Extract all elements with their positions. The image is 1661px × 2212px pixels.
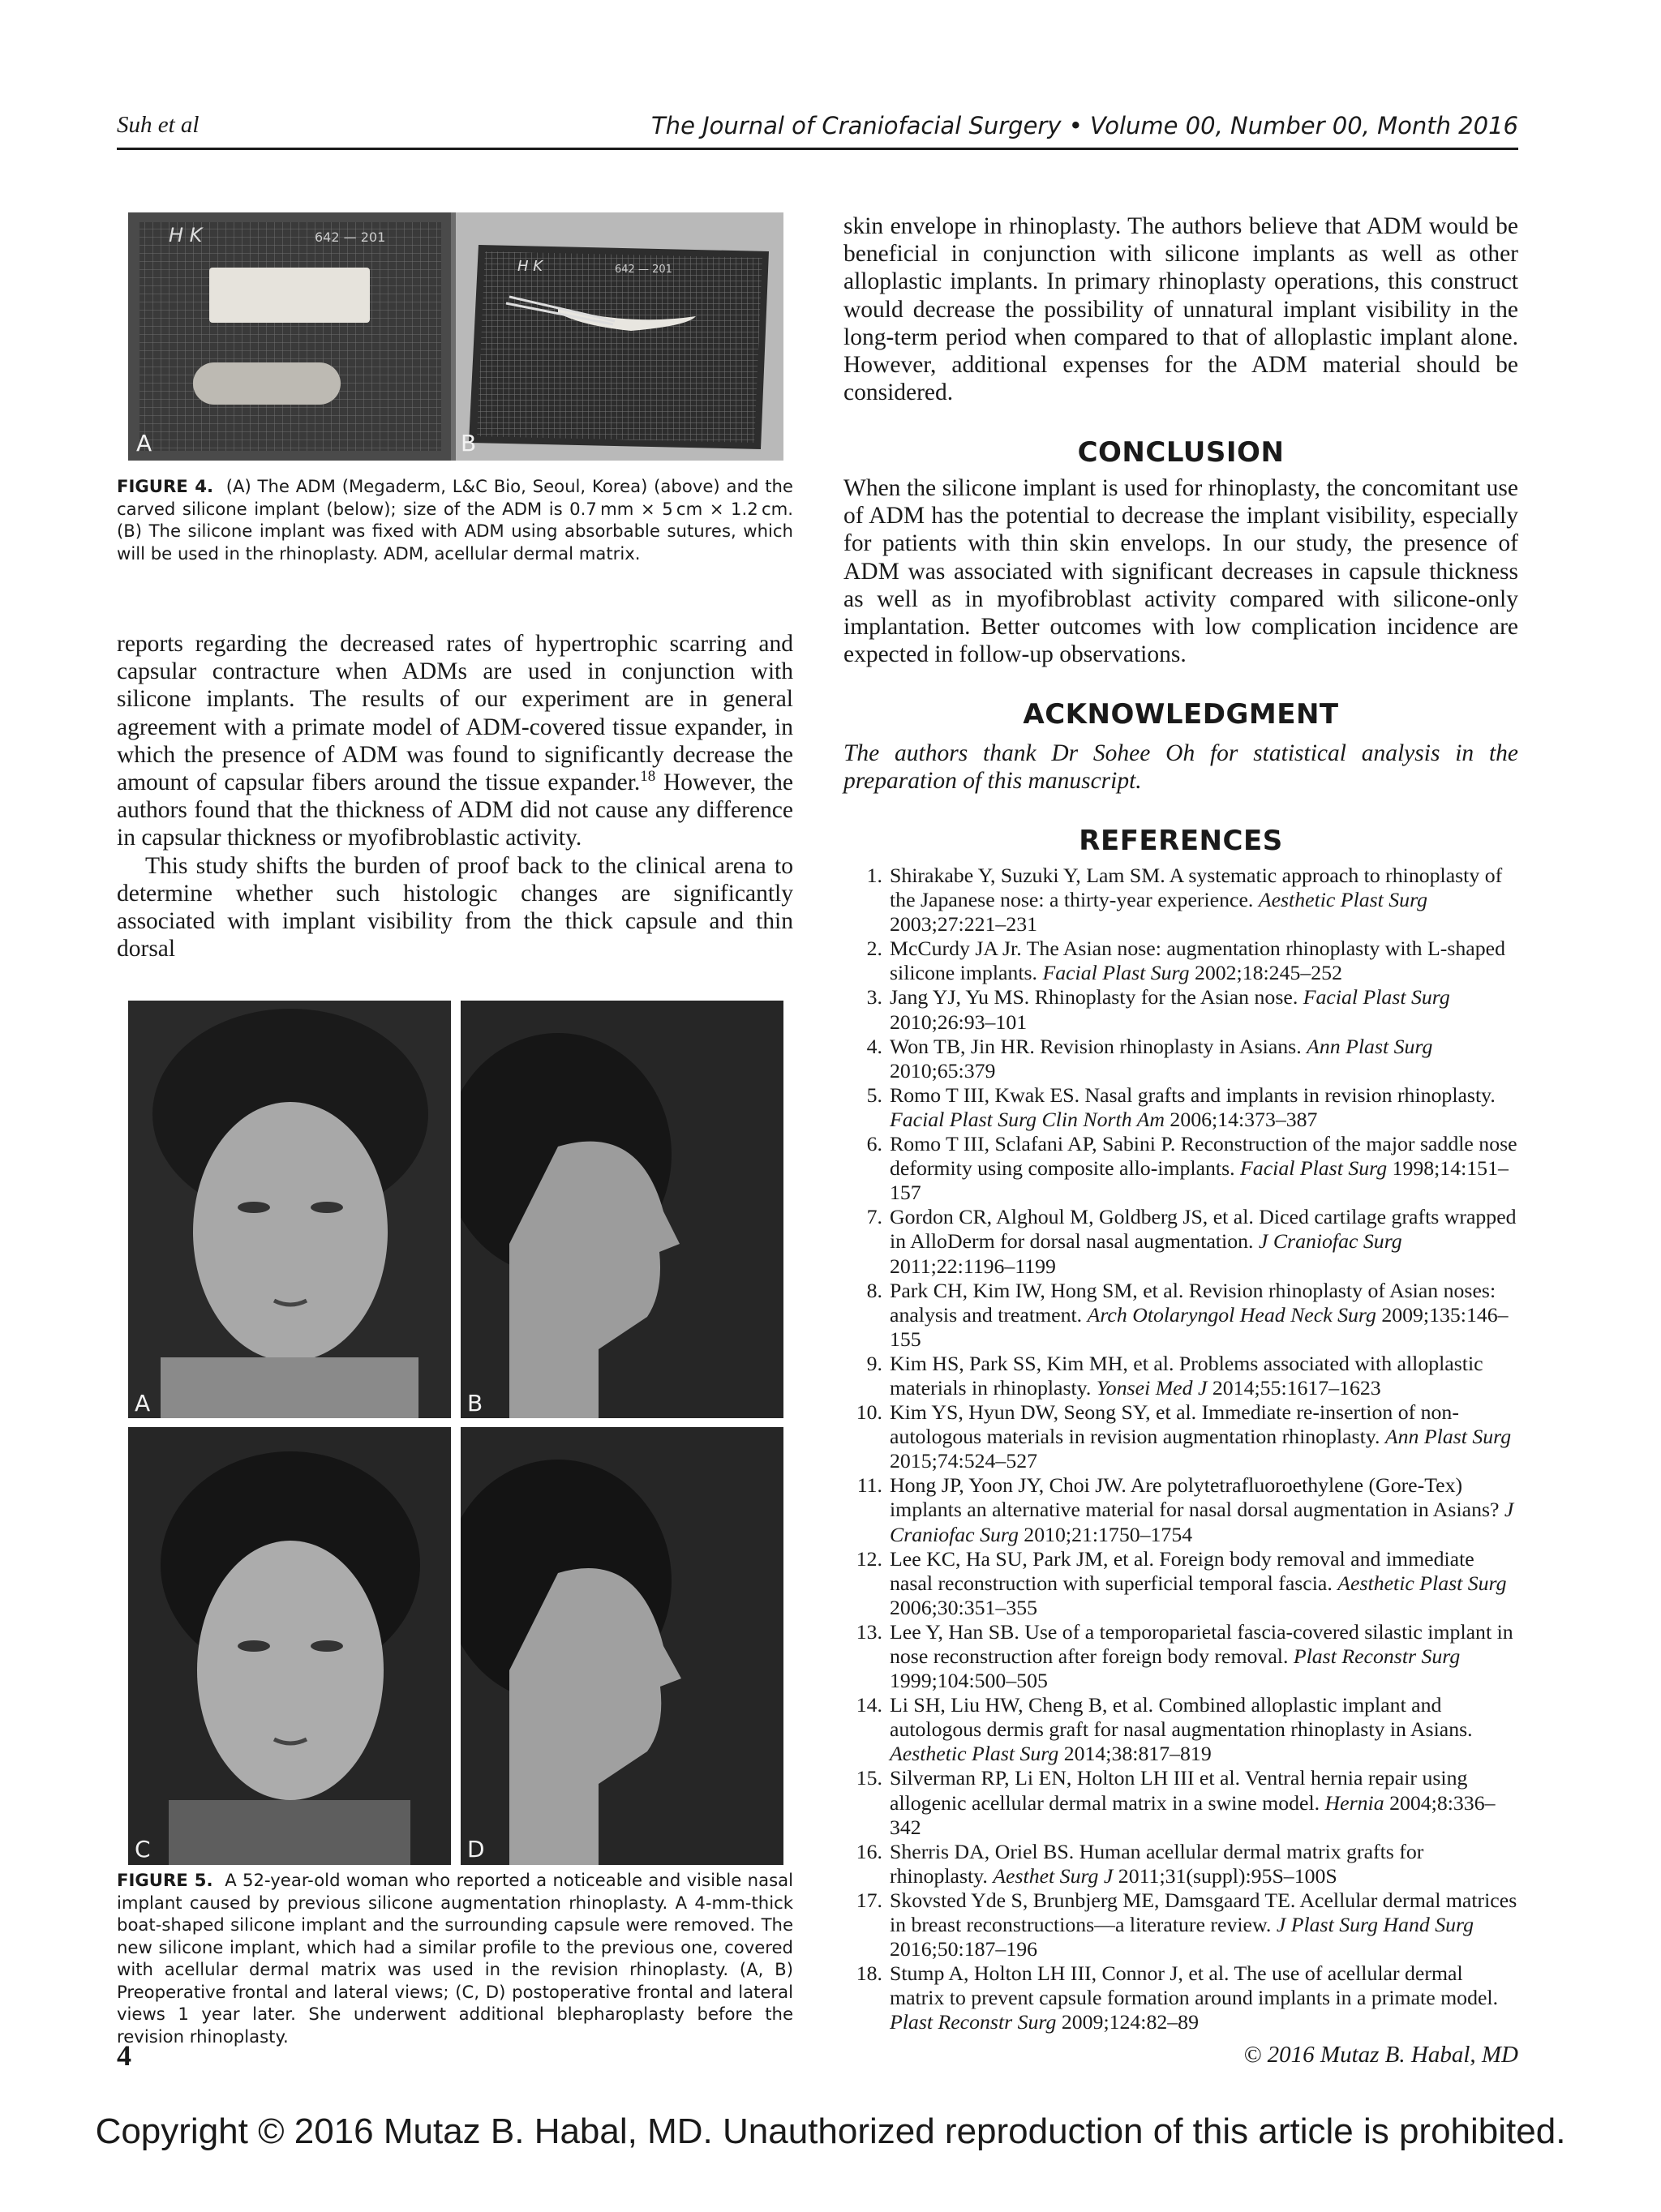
- citation-superscript: 18: [640, 768, 656, 786]
- reference-citation: 2011;31(suppl):95S–100S: [1113, 1863, 1337, 1888]
- figure-5-panel-c: [128, 1427, 451, 1865]
- running-header-journal: The Journal of Craniofacial Surgery • Volume 00, Number 00, Month 2016: [650, 112, 1518, 139]
- reference-number: 4.: [866, 1034, 882, 1058]
- reference-text: [890, 1888, 1518, 1961]
- svg-text:642 — 201: 642 — 201: [315, 229, 386, 245]
- reference-citation: 1999;104:500–505: [890, 1669, 1048, 1693]
- figure-4-ruler-text-a: H K: [169, 224, 203, 246]
- reference-citation: 2009;135:146–155: [890, 1302, 1509, 1351]
- reference-item: [843, 1547, 1518, 1620]
- reference-citation: 2002;18:245–252: [1189, 961, 1342, 985]
- face-frontal-preop: [128, 1001, 451, 1418]
- reference-journal: Plast Reconstr Surg: [890, 2010, 1057, 2034]
- reference-journal: Aesthetic Plast Surg: [1337, 1571, 1507, 1595]
- reference-item: [843, 1766, 1518, 1839]
- reference-citation: 2016;50:187–196: [890, 1937, 1038, 1961]
- conclusion-body: [843, 474, 1518, 668]
- body-paragraph: skin envelope in rhinoplasty. The authors believe that ADM would be beneficial in conjunction with silicone implants as well as other alloplastic implants. In primary rhinoplasty operations, this construct would decrease the possibility of unnatural implant visibility in the long-term period when compared to that of alloplastic implant alone. However, additional expenses for the ADM material should be considered.: [843, 213, 1518, 406]
- reference-citation: 2006;30:351–355: [890, 1595, 1038, 1619]
- figure-4-image: [128, 212, 783, 461]
- page-number: 4: [117, 2039, 131, 2072]
- reference-item: [843, 1840, 1518, 1888]
- reference-citation: 2014;55:1617–1623: [1207, 1375, 1381, 1400]
- reference-text: [890, 1132, 1518, 1205]
- reference-body: Jang YJ, Yu MS. Rhinoplasty for the Asian nose.: [890, 985, 1303, 1010]
- reference-body: Won TB, Jin HR. Revision rhinoplasty in Asians.: [890, 1034, 1307, 1058]
- left-column-body: [117, 630, 793, 962]
- figure-5-panel-a: [128, 1001, 451, 1418]
- reference-item: [843, 1035, 1518, 1083]
- reference-item: [843, 864, 1518, 937]
- running-header: [117, 112, 1518, 150]
- reference-body: Shirakabe Y, Suzuki Y, Lam SM. A systematic approach to rhinoplasty of the Japanese nose: a thirty-year experience.: [890, 864, 1503, 912]
- figure-5-label-d: D: [467, 1836, 485, 1863]
- figure-5-label-c: C: [135, 1836, 151, 1863]
- reference-item: [843, 1888, 1518, 1961]
- reference-citation: 2011;22:1196–1199: [890, 1254, 1056, 1278]
- reference-body: Romo T III, Kwak ES. Nasal grafts and implants in revision rhinoplasty.: [890, 1082, 1496, 1107]
- reference-number: 8.: [866, 1278, 882, 1302]
- reference-text: [890, 864, 1518, 937]
- reference-body: Lee KC, Ha SU, Park JM, et al. Foreign body removal and immediate nasal reconstruction with superficial temporal fascia.: [890, 1546, 1474, 1595]
- figure-5-caption-label: FIGURE 5.: [117, 1870, 213, 1890]
- reference-body: Silverman RP, Li EN, Holton LH III et al. Ventral hernia repair using allogenic acellular dermal matrix in a swine model.: [890, 1766, 1468, 1815]
- reference-journal: Aesthetic Plast Surg: [890, 1742, 1059, 1766]
- body-paragraph: The authors thank Dr Sohee Oh for statistical analysis in the preparation of this manuscript.: [843, 740, 1518, 795]
- right-column-top-paragraph: [843, 212, 1518, 406]
- reference-text: [890, 1473, 1518, 1546]
- acknowledgment-body: [843, 739, 1518, 795]
- reference-number: 13.: [856, 1619, 882, 1644]
- figure-5-caption: [117, 1869, 793, 2047]
- reference-text: [890, 1400, 1518, 1473]
- reference-item: [843, 1132, 1518, 1205]
- reference-journal: Aesthetic Plast Surg: [1258, 888, 1428, 912]
- reference-journal: Facial Plast Surg Clin North Am: [890, 1107, 1165, 1131]
- figure-5-caption-text: A 52-year-old woman who reported a noticeable and visible nasal implant caused by previous silicone augmentation rhinoplasty. A 4-mm-thick boat-shaped silicone implant and the surrounding capsule were removed. The new silicone implant, which had a similar profile to the previous one, covered with acellular dermal matrix was used in the revision rhinoplasty. (A, B) Preoperative frontal and lateral views; (C, D) postoperative frontal and lateral views 1 year later. She underwent additional blepharoplasty before the revision rhinoplasty.: [117, 1870, 793, 2047]
- figure-4-label-b: B: [461, 430, 477, 457]
- footer-copyright: © 2016 Mutaz B. Habal, MD: [1243, 2042, 1518, 2068]
- reference-citation: 1998;14:151–157: [890, 1156, 1509, 1205]
- reference-text: [890, 1279, 1518, 1352]
- copyright-banner: Copyright © 2016 Mutaz B. Habal, MD. Unauthorized reproduction of this article is prohibited.: [95, 2111, 1566, 2151]
- figure-5-label-a: A: [135, 1390, 151, 1417]
- references-heading: REFERENCES: [1079, 825, 1283, 857]
- reference-journal: Facial Plast Surg: [1240, 1156, 1388, 1181]
- reference-citation: 2014;38:817–819: [1058, 1742, 1212, 1766]
- reference-journal: Aesthet Surg J: [993, 1863, 1114, 1888]
- figure-5-panel-d: [461, 1427, 783, 1865]
- reference-journal: Arch Otolaryngol Head Neck Surg: [1087, 1302, 1376, 1327]
- reference-item: [843, 1961, 1518, 2034]
- reference-body: Romo T III, Sclafani AP, Sabini P. Reconstruction of the major saddle nose deformity using composite allo-implants.: [890, 1132, 1517, 1181]
- acknowledgment-heading: ACKNOWLEDGMENT: [1023, 698, 1339, 731]
- reference-item: [843, 1352, 1518, 1400]
- reference-body: Lee Y, Han SB. Use of a temporoparietal fascia-covered silastic implant in nose reconstruction after foreign body removal.: [890, 1619, 1513, 1668]
- reference-citation: 2009;124:82–89: [1056, 2010, 1199, 2034]
- reference-journal: J Craniofac Surg: [890, 1498, 1514, 1546]
- reference-body: McCurdy JA Jr. The Asian nose: augmentation rhinoplasty with L-shaped silicone implants.: [890, 937, 1506, 985]
- figure-4-caption: [117, 475, 793, 564]
- reference-text: [890, 1766, 1518, 1839]
- body-paragraph: This study shifts the burden of proof back to the clinical arena to determine whether such histologic changes are significantly associated with implant visibility from the thick capsule and thin dorsal: [117, 852, 793, 962]
- reference-number: 11.: [856, 1473, 882, 1498]
- reference-text: [890, 1035, 1518, 1083]
- reference-number: 5.: [866, 1082, 882, 1107]
- reference-item: [843, 1620, 1518, 1693]
- figure-4-label-a: A: [136, 430, 152, 457]
- reference-body: Sherris DA, Oriel BS. Human acellular dermal matrix grafts for rhinoplasty.: [890, 1839, 1424, 1888]
- reference-number: 12.: [856, 1546, 882, 1571]
- figure-4-photo: [128, 212, 783, 461]
- reference-body: Skovsted Yde S, Brunbjerg ME, Damsgaard TE. Acellular dermal matrices in breast reconstructions—a literature review.: [890, 1888, 1517, 1937]
- reference-number: 15.: [856, 1766, 882, 1790]
- reference-text: [890, 1961, 1518, 2034]
- reference-number: 3.: [866, 985, 882, 1010]
- reference-citation: 2010;21:1750–1754: [1018, 1522, 1193, 1546]
- reference-number: 2.: [866, 937, 882, 961]
- reference-text: [890, 985, 1518, 1034]
- reference-item: [843, 1400, 1518, 1473]
- references-list: [843, 864, 1518, 2035]
- reference-journal: J Plast Surg Hand Surg: [1276, 1913, 1474, 1937]
- figure-4-ruler-text-b: H K: [517, 258, 543, 275]
- reference-journal: Plast Reconstr Surg: [1293, 1644, 1461, 1668]
- reference-body: Li SH, Liu HW, Cheng B, et al. Combined alloplastic implant and autologous dermis graft for nasal augmentation rhinoplasty in Asians.: [890, 1693, 1473, 1742]
- reference-number: 18.: [856, 1961, 882, 1986]
- reference-journal: Ann Plast Surg: [1307, 1034, 1433, 1058]
- reference-body: Kim YS, Hyun DW, Seong SY, et al. Immediate re-insertion of non-autologous materials in revision augmentation rhinoplasty.: [890, 1400, 1459, 1449]
- body-paragraph: [117, 630, 793, 852]
- reference-item: [843, 1473, 1518, 1546]
- reference-number: 7.: [866, 1205, 882, 1229]
- reference-journal: Ann Plast Surg: [1384, 1425, 1512, 1449]
- reference-number: 10.: [856, 1400, 882, 1425]
- reference-citation: 2015;74:524–527: [890, 1449, 1038, 1473]
- reference-text: [890, 1693, 1518, 1766]
- figure-4-caption-label: FIGURE 4.: [117, 476, 214, 496]
- reference-body: Gordon CR, Alghoul M, Goldberg JS, et al. Diced cartilage grafts wrapped in AlloDerm for dorsal nasal augmentation.: [890, 1205, 1517, 1254]
- reference-text: [890, 1083, 1518, 1132]
- reference-item: [843, 1693, 1518, 1766]
- reference-text: [890, 1352, 1518, 1400]
- reference-citation: 2010;26:93–101: [890, 1010, 1028, 1034]
- reference-item: [843, 937, 1518, 985]
- svg-text:642 — 201: 642 — 201: [615, 264, 672, 276]
- reference-journal: Facial Plast Surg: [1303, 985, 1450, 1010]
- figure-4-caption-text: (A) The ADM (Megaderm, L&C Bio, Seoul, Korea) (above) and the carved silicone implant (below); size of the ADM is 0.7 mm × 5 cm × 1.2 cm. (B) The silicone implant was fixed with ADM using absorbable sutures, which will be used in the rhinoplasty. ADM, acellular dermal matrix.: [117, 476, 793, 564]
- conclusion-heading: CONCLUSION: [1077, 436, 1285, 469]
- reference-text: [890, 1547, 1518, 1620]
- reference-citation: 2010;65:379: [890, 1058, 996, 1082]
- reference-body: Stump A, Holton LH III, Connor J, et al. The use of acellular dermal matrix to prevent capsule formation around implants in a primate model.: [890, 1961, 1499, 2010]
- reference-body: Park CH, Kim IW, Hong SM, et al. Revision rhinoplasty of Asian noses: analysis and treatment.: [890, 1278, 1496, 1327]
- figure-5-image: [128, 1001, 783, 1865]
- reference-item: [843, 1205, 1518, 1278]
- reference-journal: Yonsei Med J: [1096, 1375, 1208, 1400]
- reference-citation: 2006;14:373–387: [1164, 1107, 1318, 1131]
- reference-item: [843, 985, 1518, 1034]
- running-header-authors: Suh et al: [117, 112, 200, 138]
- reference-number: 17.: [856, 1888, 882, 1912]
- reference-number: 14.: [856, 1693, 882, 1717]
- body-paragraph: When the silicone implant is used for rhinoplasty, the concomitant use of ADM has the potential to decrease the implant visibility, especially for patients with thin skin envelops. In our study, the presence of ADM was associated with significant decreases in capsule thickness as well as in myofibroblast activity compared with silicone-only implantation. Better outcomes with low complication incidence are expected in follow-up observations.: [843, 475, 1518, 668]
- figure-5-panel-b: [461, 1001, 783, 1418]
- figure-5-label-b: B: [467, 1390, 483, 1417]
- body-paragraph-text: reports regarding the decreased rates of hypertrophic scarring and capsular contracture when ADMs are used in conjunction with silicone implants. The results of our experiment are in general agreement with a primate model of ADM-covered tissue expander, in which the presence of ADM was found to significantly decrease the amount of capsular fibers around the tissue expander.: [117, 631, 793, 796]
- reference-journal: Facial Plast Surg: [1042, 961, 1190, 985]
- reference-citation: 2004;8:336–342: [890, 1790, 1496, 1839]
- reference-body: Kim HS, Park SS, Kim MH, et al. Problems associated with alloplastic materials in rhinoplasty.: [890, 1351, 1483, 1400]
- reference-text: [890, 937, 1518, 985]
- reference-text: [890, 1205, 1518, 1278]
- face-lateral-postop: [461, 1427, 783, 1865]
- face-frontal-postop: [128, 1427, 451, 1865]
- reference-citation: 2003;27:221–231: [890, 912, 1038, 937]
- reference-item: [843, 1279, 1518, 1352]
- reference-text: [890, 1840, 1518, 1888]
- reference-journal: J Craniofac Surg: [1258, 1229, 1402, 1254]
- reference-journal: Hernia: [1324, 1790, 1384, 1815]
- reference-number: 1.: [866, 864, 882, 887]
- face-lateral-preop: [461, 1001, 783, 1418]
- body-paragraph-text-end: However, the authors found that the thickness of ADM did not cause any difference in capsular thickness or myofibroblastic activity.: [117, 769, 793, 851]
- reference-number: 16.: [856, 1839, 882, 1863]
- reference-body: Hong JP, Yoon JY, Choi JW. Are polytetrafluoroethylene (Gore-Tex) implants an alternative material for nasal dorsal augmentation in Asians?: [890, 1473, 1504, 1522]
- reference-item: [843, 1083, 1518, 1132]
- reference-number: 6.: [866, 1132, 882, 1156]
- reference-text: [890, 1620, 1518, 1693]
- reference-number: 9.: [866, 1351, 882, 1375]
